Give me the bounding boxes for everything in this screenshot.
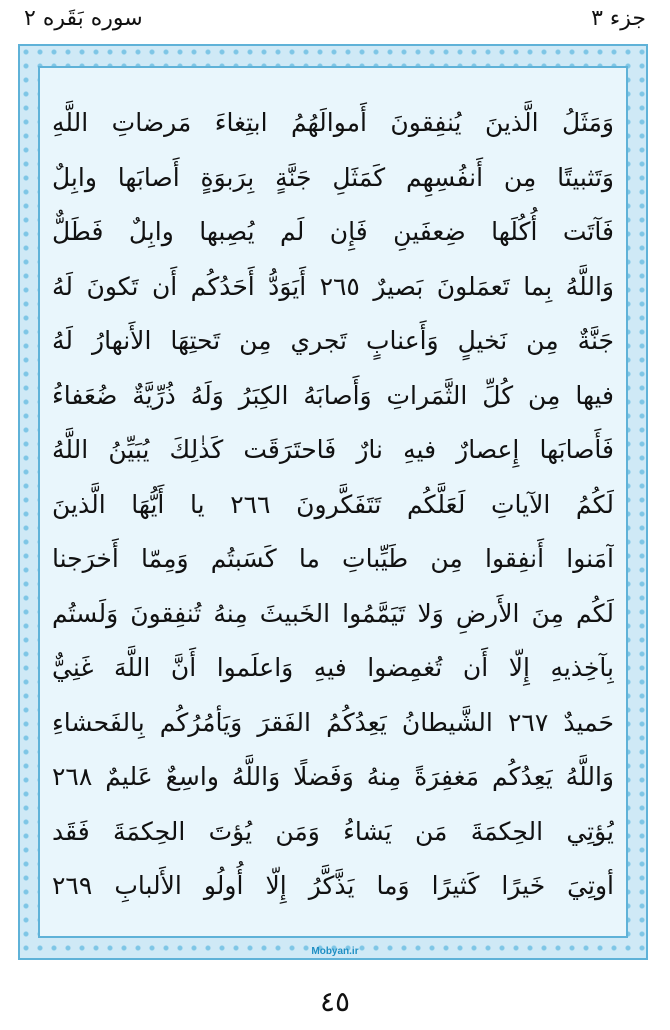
verse-line-9: آمَنوا أَنفِقوا مِن طَيِّباتِ ما كَسَبتُم وَمِمّا أَخرَجنا [52,544,614,573]
verse-line-14: يُؤتِي الحِكمَةَ مَن يَشاءُ وَمَن يُؤتَ الحِكمَةَ فَقَد [52,816,614,846]
verse-line-7: فَأَصابَها إِعصارٌ فيهِ نارٌ فَاحتَرَقَت كَذٰلِكَ يُبَيِّنُ اللَّهُ [52,435,614,464]
verse-line-2: وَتَثبيتًا مِن أَنفُسِهِم كَمَثَلِ جَنَّةٍ بِرَبوَةٍ أَصابَها وابِلٌ [52,162,614,192]
quran-text [52,96,614,914]
verse-line-13: وَاللَّهُ يَعِدُكُم مَغفِرَةً مِنهُ وَفَضلًا وَاللَّهُ واسِعٌ عَليمٌ ٢٦٨ [52,762,614,791]
verse-line-15: أوتِيَ خَيرًا كَثيرًا وَما يَذَّكَّرُ إِلّا أُولُو الأَلبابِ ٢٦٩ [52,871,614,900]
verse-line-10: لَكُم مِنَ الأَرضِ وَلا تَيَمَّمُوا الخَبيثَ مِنهُ تُنفِقونَ وَلَستُم [52,598,614,628]
page-number: ٤٥ [319,985,351,1018]
verse-line-4: وَاللَّهُ بِما تَعمَلونَ بَصيرٌ ٢٦٥ أَيَوَدُّ أَحَدُكُم أَن تَكونَ لَهُ [52,271,614,301]
verse-line-5: جَنَّةٌ مِن نَخيلٍ وَأَعنابٍ تَجري مِن تَحتِهَا الأَنهارُ لَهُ [52,326,614,355]
juz-label: جزء ٣ [591,6,646,31]
verse-line-6: فيها مِن كُلِّ الثَّمَراتِ وَأَصابَهُ الكِبَرُ وَلَهُ ذُرِّيَّةٌ ضُعَفاءُ [52,380,614,410]
verse-line-8: لَكُمُ الآياتِ لَعَلَّكُم تَتَفَكَّرونَ ٢٦٦ يا أَيُّهَا الَّذينَ [52,489,614,519]
page-header [24,6,646,40]
site-watermark: Mobyan.ir [311,946,359,957]
verse-line-12: حَميدٌ ٢٦٧ الشَّيطانُ يَعِدُكُمُ الفَقرَ وَيَأمُرُكُم بِالفَحشاءِ [52,707,614,737]
verse-line-1: وَمَثَلُ الَّذينَ يُنفِقونَ أَموالَهُمُ ابتِغاءَ مَرضاتِ اللَّهِ [52,108,614,137]
verse-line-11: بِآخِذيهِ إِلّا أَن تُغمِضوا فيهِ وَاعلَموا أَنَّ اللَّهَ غَنِيٌّ [52,653,614,682]
surah-label: سوره بَقَره ٢ [24,6,143,31]
verse-line-3: فَآتَت أُكُلَها ضِعفَينِ فَإِن لَم يُصِبها وابِلٌ فَطَلٌّ [52,217,614,246]
